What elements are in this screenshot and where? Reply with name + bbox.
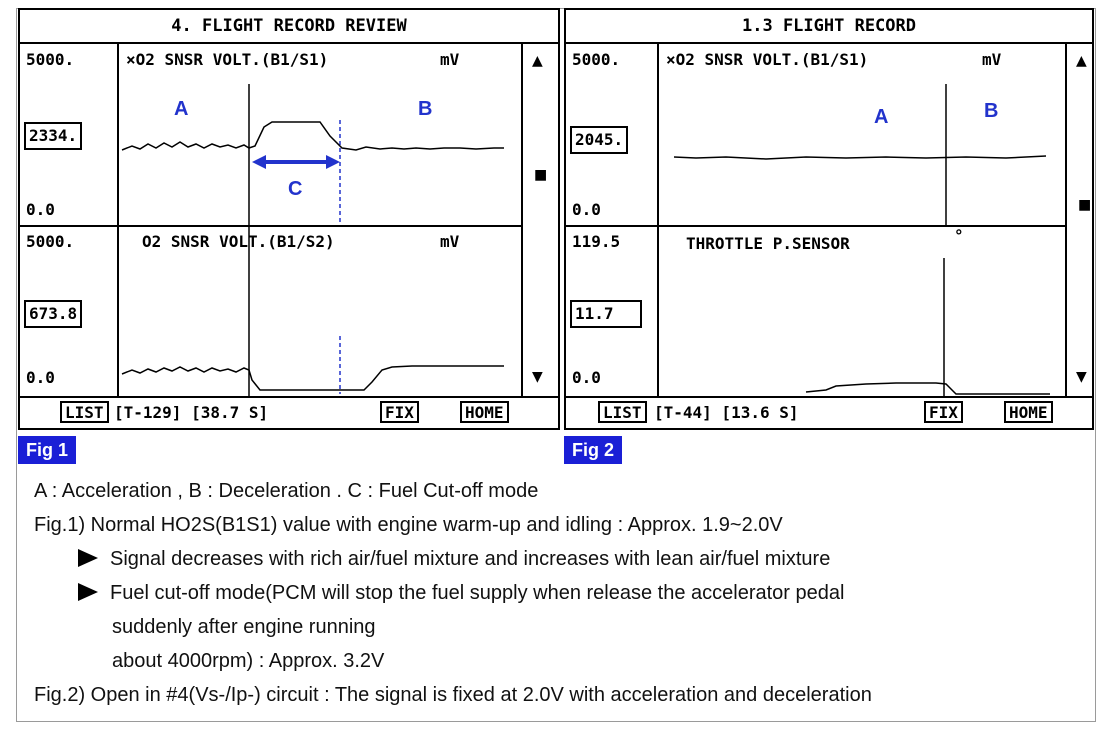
- lower-sensor-label: O2 SNSR VOLT.(B1/S2): [142, 232, 335, 251]
- triangle-bullet-icon: [78, 583, 98, 601]
- annotation-c: C: [288, 178, 303, 200]
- list-button[interactable]: LIST: [60, 401, 109, 423]
- upper-min-value: 0.0: [572, 200, 601, 219]
- scroll-thumb-icon[interactable]: ■: [534, 167, 548, 183]
- lower-waveform: [806, 383, 1050, 394]
- fuel-cut-arrow-right-head: [326, 155, 340, 169]
- scroll-up-arrow-icon[interactable]: ▲: [532, 53, 543, 69]
- scroll-down-arrow-icon[interactable]: ▼: [1076, 369, 1087, 385]
- bullet-fuel-cut: [78, 582, 844, 605]
- lower-sensor-label: THROTTLE P.SENSOR: [686, 234, 850, 253]
- lower-unit-label: mV: [440, 232, 460, 251]
- upper-max-value: 5000.: [572, 50, 621, 69]
- annotation-a: A: [874, 106, 889, 128]
- bullet-fuel-cut-cont2: about 4000rpm) : Approx. 3.2V: [112, 650, 385, 672]
- upper-unit-label: mV: [440, 50, 460, 69]
- fix-button[interactable]: FIX: [924, 401, 963, 423]
- bullet-signal: [78, 548, 830, 571]
- screen-footer: [20, 396, 558, 428]
- annotation-a: A: [174, 98, 189, 120]
- upper-waveform: [674, 156, 1046, 159]
- upper-current-value: 2045.: [570, 126, 628, 154]
- home-button[interactable]: HOME: [1004, 401, 1053, 423]
- lower-max-value: 5000.: [26, 232, 75, 251]
- lower-unit-label: °: [954, 226, 964, 245]
- upper-sensor-label: ×O2 SNSR VOLT.(B1/S1): [666, 50, 869, 69]
- record-info: [T-44] [13.6 S]: [654, 403, 799, 422]
- upper-waveform: [122, 122, 504, 150]
- triangle-bullet-icon: [78, 549, 98, 567]
- upper-unit-label: mV: [982, 50, 1002, 69]
- fix-button[interactable]: FIX: [380, 401, 419, 423]
- scroll-up-arrow-icon[interactable]: ▲: [1076, 53, 1087, 69]
- legend-line: A : Acceleration , B : Deceleration . C : Fuel Cut-off mode: [34, 480, 539, 502]
- upper-current-value: 2334.: [24, 122, 82, 150]
- bullet-signal-text: Signal decreases with rich air/fuel mixture and increases with lean air/fuel mixture: [110, 548, 831, 570]
- annotation-b: B: [984, 100, 999, 122]
- fig2-tag: Fig 2: [564, 436, 622, 464]
- bullet-fuel-cut-text: Fuel cut-off mode(PCM will stop the fuel supply when release the accelerator pedal: [110, 582, 845, 604]
- upper-min-value: 0.0: [26, 200, 55, 219]
- fig1-tag: Fig 1: [18, 436, 76, 464]
- graph-area: [566, 44, 1092, 396]
- record-info: [T-129] [38.7 S]: [114, 403, 269, 422]
- scan-tool-screen-fig2: [564, 8, 1094, 430]
- graph-area: [20, 44, 558, 396]
- annotation-b: B: [418, 98, 433, 120]
- scroll-thumb-icon[interactable]: ■: [1078, 197, 1092, 213]
- fuel-cut-arrow-left-head: [252, 155, 266, 169]
- lower-current-value: 673.8: [24, 300, 82, 328]
- home-button[interactable]: HOME: [460, 401, 509, 423]
- bullet-fuel-cut-cont1: suddenly after engine running: [112, 616, 376, 638]
- scan-tool-screen-fig1: [18, 8, 560, 430]
- lower-min-value: 0.0: [572, 368, 601, 387]
- fig1-description: Fig.1) Normal HO2S(B1S1) value with engine warm-up and idling : Approx. 1.9~2.0V: [34, 514, 783, 536]
- upper-sensor-label: ×O2 SNSR VOLT.(B1/S1): [126, 50, 329, 69]
- scroll-down-arrow-icon[interactable]: ▼: [532, 369, 543, 385]
- lower-max-value: 119.5: [572, 232, 621, 251]
- fig2-description: Fig.2) Open in #4(Vs-/Ip-) circuit : The signal is fixed at 2.0V with acceleration and deceleration: [34, 684, 872, 706]
- screen-footer: [566, 396, 1092, 428]
- lower-current-value: 11.7: [570, 300, 642, 328]
- screen-title: 4. FLIGHT RECORD REVIEW: [20, 10, 558, 44]
- upper-max-value: 5000.: [26, 50, 75, 69]
- list-button[interactable]: LIST: [598, 401, 647, 423]
- screen-title: 1.3 FLIGHT RECORD: [566, 10, 1092, 44]
- lower-waveform: [122, 366, 504, 390]
- lower-min-value: 0.0: [26, 368, 55, 387]
